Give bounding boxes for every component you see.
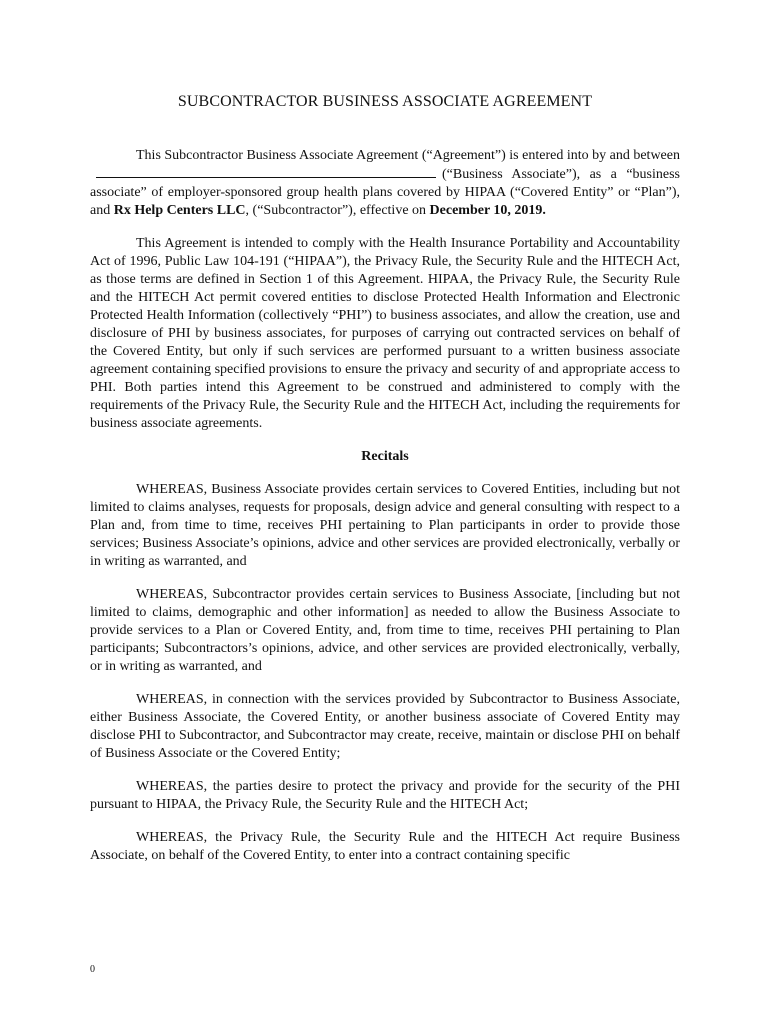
recitals-heading: Recitals xyxy=(361,449,409,464)
business-associate-blank-line xyxy=(96,165,436,178)
recital-paragraph: WHEREAS, the Privacy Rule, the Security Rule and the HITECH Act require Business Associate, on behalf of the Covered Entity, to enter into a contract containing specific xyxy=(90,830,680,863)
recital-paragraph: WHEREAS, Subcontractor provides certain services to Business Associate, [including but not limited to claims, demographic and other information] as needed to allow the Business Associate to provide services to a Plan or Covered Entity, and, from time to time, receives PHI pertaining to Plan participants; Subcontractors’s opinions, advice, and other services are provided electronically, verbally, or in writing as warranted, and xyxy=(90,587,680,674)
recital-paragraph: WHEREAS, Business Associate provides certain services to Covered Entities, including but not limited to claims analyses, requests for proposals, design advice and general consulting with respect to a Plan and, from time to time, receives PHI pertaining to Plan participants in order to provide those services; Business Associate’s opinions, advice and other services are provided electronically, verbally or in writing as warranted, and xyxy=(90,482,680,569)
intro-paragraph xyxy=(90,147,680,220)
effective-date: December 10, 2019. xyxy=(429,203,546,218)
intro-text-part3: , (“Subcontractor”), effective on xyxy=(245,203,427,218)
intro-text-part1: This Subcontractor Business Associate Agreement (“Agreement”) is entered into by and between xyxy=(136,148,680,163)
page-number: 0 xyxy=(90,964,95,975)
subcontractor-name: Rx Help Centers LLC xyxy=(113,203,246,218)
intro-text-part2: (“Business Associate”), as a “business associate” of employer-sponsored group health plans covered by HIPAA (“Covered Entity” or “Plan”), and xyxy=(90,167,680,218)
purpose-paragraph: This Agreement is intended to comply with the Health Insurance Portability and Accountability Act of 1996, Public Law 104-191 (“HIPAA”), the Privacy Rule, the Security Rule and the HITECH Act, as those terms are defined in Section 1 of this Agreement. HIPAA, the Privacy Rule, the Security Rule and the HITECH Act permit covered entities to disclose Protected Health Information and Electronic Protected Health Information (collectively “PHI”) to business associates, and allow the creation, use and disclosure of PHI by business associates, for purposes of carrying out contracted services on behalf of the Covered Entity, but only if such services are performed pursuant to a written business associate agreement containing specified provisions to ensure the privacy and security of and appropriate access to PHI. Both parties intend this Agreement to be construed and administered to comply with the requirements of the Privacy Rule, the Security Rule and the HITECH Act, including the requirements for business associate agreements. xyxy=(90,236,680,431)
recital-paragraph: WHEREAS, in connection with the services provided by Subcontractor to Business Associate, either Business Associate, the Covered Entity, or another business associate of Covered Entity may disclose PHI to Subcontractor, and Subcontractor may create, receive, maintain or disclose PHI on behalf of Business Associate or the Covered Entity; xyxy=(90,692,680,761)
recital-paragraph: WHEREAS, the parties desire to protect the privacy and provide for the security of the PHI pursuant to HIPAA, the Privacy Rule, the Security Rule and the HITECH Act; xyxy=(90,779,680,812)
document-body xyxy=(90,147,680,865)
document-title: SUBCONTRACTOR BUSINESS ASSOCIATE AGREEMENT xyxy=(177,93,593,110)
